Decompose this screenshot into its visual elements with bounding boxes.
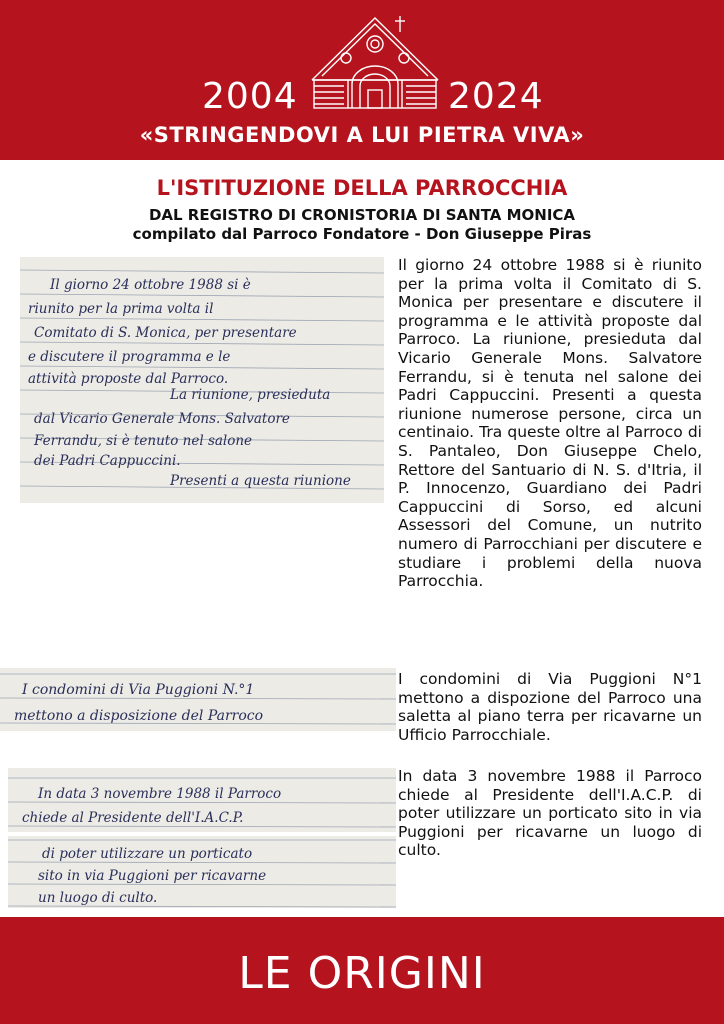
manuscript-line: Comitato di S. Monica, per presentare	[34, 325, 297, 341]
paragraph-porticato: In data 3 novembre 1988 il Parroco chiede al Presidente dell'I.A.C.P. di poter utilizzare un porticato sito in via Puggioni per ricavarne un luogo di culto.	[398, 767, 702, 860]
manuscript-line: di poter utilizzare un porticato	[42, 846, 253, 862]
church-facade-icon	[308, 12, 442, 110]
manuscript-line: Il giorno 24 ottobre 1988 si è	[50, 277, 251, 293]
manuscript-line: In data 3 novembre 1988 il Parroco	[38, 786, 282, 802]
manuscript-line: sito in via Puggioni per ricavarne	[38, 868, 267, 884]
manuscript-line: chiede al Presidente dell'I.A.C.P.	[22, 810, 244, 826]
subtitle-author: compilato dal Parroco Fondatore - Don Giuseppe Piras	[132, 225, 592, 243]
manuscript-line: mettono a disposizione del Parroco	[14, 708, 264, 724]
page-title: L'ISTITUZIONE DELLA PARROCCHIA	[156, 176, 568, 200]
manuscript-line: dei Padri Cappuccini.	[34, 453, 181, 469]
subtitle-register: DAL REGISTRO DI CRONISTORIA DI SANTA MONICA	[148, 206, 576, 224]
footer-title: LE ORIGINI	[238, 948, 486, 999]
paragraph-comitato: Il giorno 24 ottobre 1988 si è riunito per la prima volta il Comitato di S. Monica per presentare e discutere il programma e le attività proposte dal Parroco. La riunione, presieduta dal Vicario Generale Mons. Salvatore Ferrandu, si è tenuta nel salone dei Padri Cappuccini. Presenti a questa riunione numerose persone, circa un centinaio. Tra queste oltre al Parroco di S. Pantaleo, Don Giuseppe Chelo, Rettore del Santuario di N. S. d'Itria, il P. Innocenzo, Guardiano dei Padri Cappuccini di Sorso, ed alcuni Assessori del Comune, un nutrito numero di Parrocchiani per discutere e studiare i problemi della nuova Parrocchia.	[398, 256, 702, 591]
paragraph-condomini: I condomini di Via Puggioni N°1 mettono a dispozione del Parroco una saletta al piano terra per ricavarne un Ufficio Parrocchiale.	[398, 670, 702, 744]
manuscript-line: riunito per la prima volta il	[28, 301, 214, 317]
manuscript-photo	[8, 836, 396, 908]
manuscript-line: I condomini di Via Puggioni N.°1	[22, 682, 255, 698]
manuscript-photo	[8, 768, 396, 832]
manuscript-line: Presenti a questa riunione	[170, 473, 351, 489]
manuscript-line: un luogo di culto.	[38, 890, 158, 906]
manuscript-line: Ferrandu, si è tenuto nel salone	[34, 433, 253, 449]
manuscript-photo	[20, 257, 384, 503]
manuscript-line: La riunione, presieduta	[170, 387, 331, 403]
manuscript-line: dal Vicario Generale Mons. Salvatore	[34, 411, 290, 427]
year-end: 2024	[448, 76, 544, 117]
manuscript-line: e discutere il programma e le	[28, 349, 231, 365]
motto: «STRINGENDOVI A LUI PIETRA VIVA»	[139, 123, 585, 147]
year-start: 2004	[202, 76, 298, 117]
manuscript-line: attività proposte dal Parroco.	[28, 371, 229, 387]
manuscript-photo	[0, 668, 396, 731]
